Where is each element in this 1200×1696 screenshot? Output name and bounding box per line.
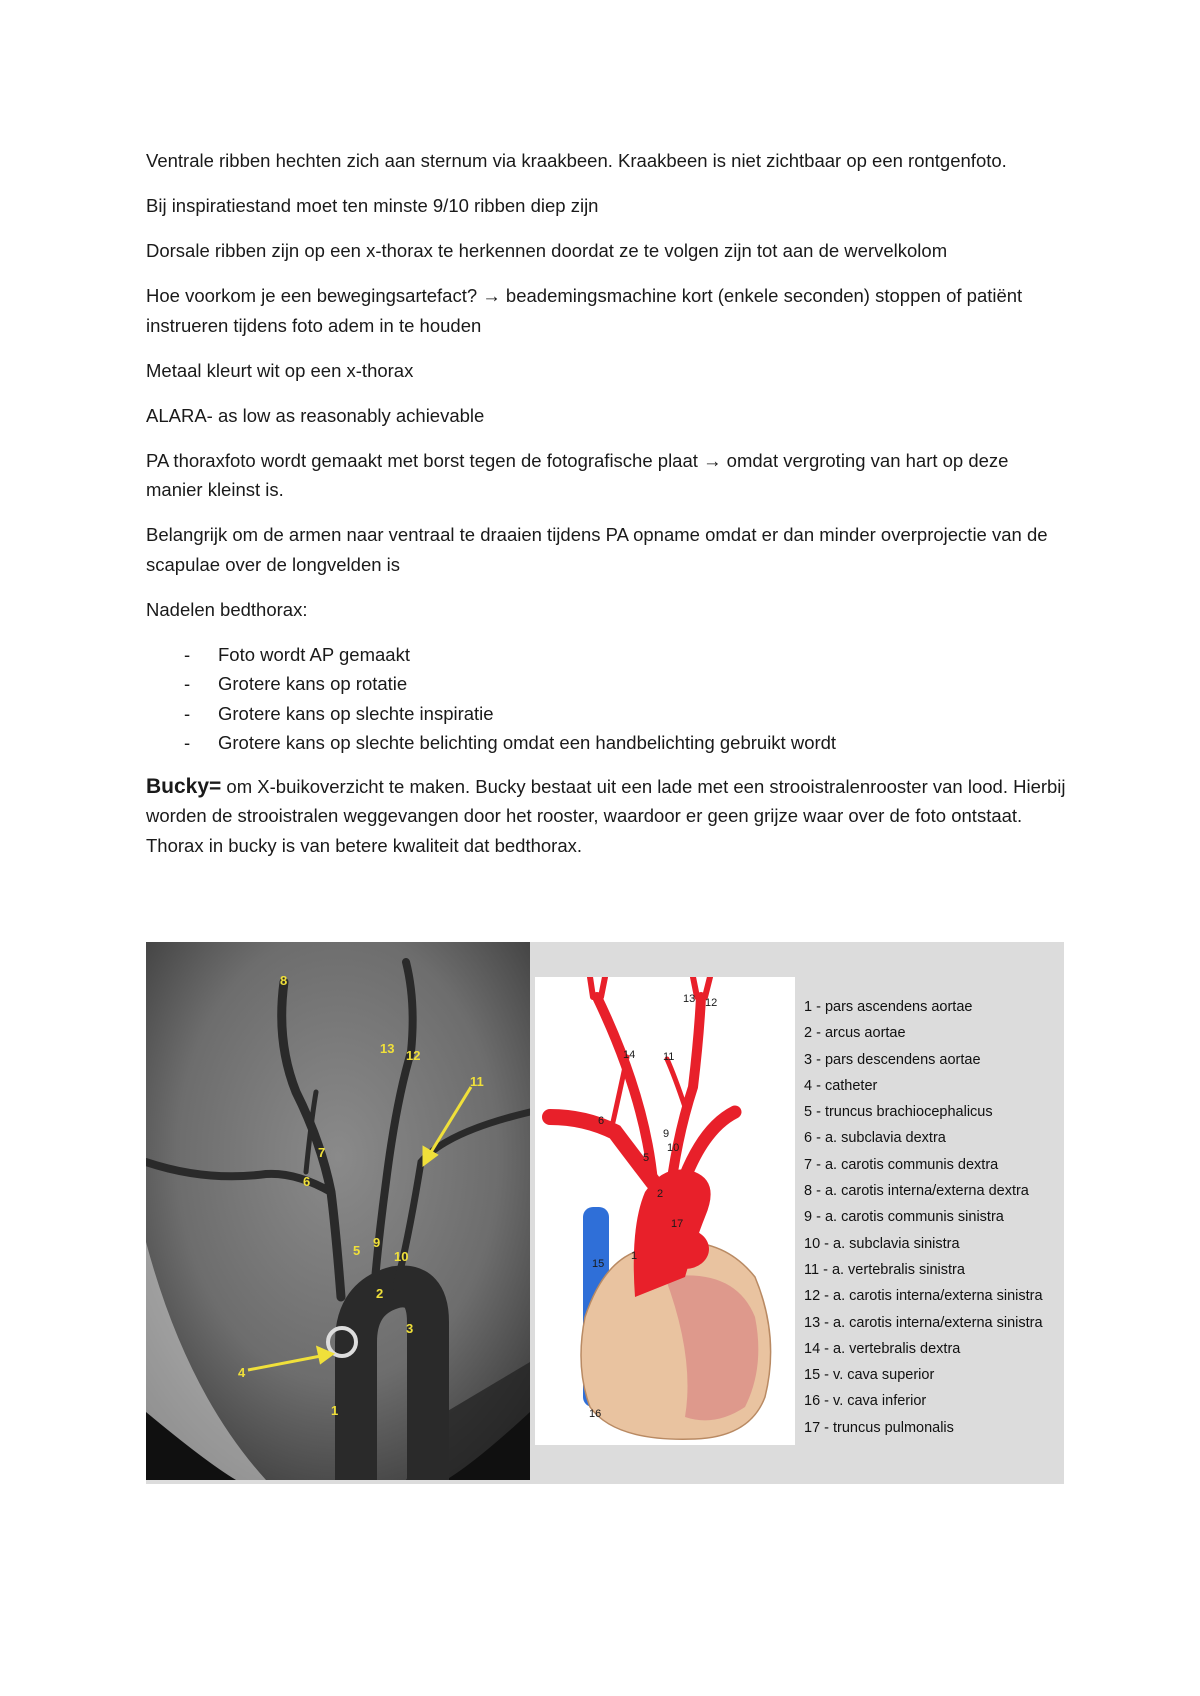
paragraph-text: Hoe voorkom je een bewegingsartefact? (146, 285, 483, 306)
figure-number-label: 11 (663, 1051, 675, 1063)
bucky-section (146, 772, 1066, 861)
paragraph-pa-thoraxfoto (146, 446, 1066, 505)
legend-item: 11 - a. vertebralis sinistra (804, 1261, 965, 1278)
paragraph-text: Ventrale ribben hechten zich aan sternum via kraakbeen. Kraakbeen is niet zichtbaar op een rontgenfoto. (146, 150, 1007, 171)
paragraph-text: ALARA- as low as reasonably achievable (146, 404, 485, 426)
bucky-paragraph (146, 772, 1066, 831)
paragraph-metaal (146, 356, 1066, 386)
list-item-text: Grotere kans op slechte belichting omdat een handbelichting gebruikt wordt (218, 732, 837, 753)
bullet-list-nadelen (146, 640, 1066, 758)
list-item (146, 640, 1066, 670)
figure-number-label: 10 (667, 1142, 680, 1154)
figure-number-label: 12 (406, 1048, 421, 1063)
figure-number-label: 14 (623, 1049, 636, 1061)
figure-number-label: 4 (238, 1365, 246, 1380)
figure-legend (804, 994, 1043, 1441)
list-item-text: Grotere kans op slechte inspiratie (218, 702, 494, 724)
bullet-dash: - (184, 732, 191, 753)
bullet-dash: - (184, 702, 191, 724)
legend-item: 2 - arcus aortae (804, 1025, 906, 1042)
figure-number-label: 1 (631, 1250, 638, 1262)
figure-number-label: 1 (331, 1403, 339, 1418)
legend-item: 6 - a. subclavia dextra (804, 1130, 946, 1147)
list-item-text: Foto wordt AP gemaakt (218, 643, 410, 665)
paragraph-text: Belangrijk om de armen naar ventraal te draaien tijdens PA opname omdat er dan minder overprojectie van de scapulae over de longvelden is (146, 524, 1048, 575)
legend-item: 8 - a. carotis interna/externa dextra (804, 1183, 1029, 1200)
figure-number-label: 6 (598, 1115, 605, 1127)
figure-number-label: 17 (671, 1218, 684, 1230)
figure-number-label: 6 (303, 1174, 311, 1189)
paragraph-nadelen-bedthorax (146, 595, 1066, 625)
document-body (146, 146, 1066, 860)
bucky-term: Bucky= (146, 774, 222, 798)
figure-number-label: 13 (683, 993, 696, 1005)
figure-number-label: 8 (280, 973, 288, 988)
paragraph-text: PA thoraxfoto wordt gemaakt met borst tegen de fotografische plaat (146, 449, 704, 471)
legend-item: 16 - v. cava inferior (804, 1393, 927, 1410)
figure-number-label: 3 (406, 1321, 414, 1336)
bucky-line-2 (146, 831, 1066, 861)
arrow-right-icon: → (703, 449, 722, 471)
legend-item: 5 - truncus brachiocephalicus (804, 1104, 993, 1121)
paragraph-inspiratiestand (146, 191, 1066, 221)
figure-number-label: 15 (592, 1258, 605, 1270)
paragraph-text: Metaal kleurt wit op een x-thorax (146, 359, 414, 381)
legend-item: 17 - truncus pulmonalis (804, 1419, 954, 1436)
legend-item: 12 - a. carotis interna/externa sinistra (804, 1288, 1043, 1305)
arrow-right-icon: → (482, 285, 501, 306)
paragraph-alara (146, 401, 1066, 431)
bullet-dash: - (184, 673, 191, 694)
list-item (146, 699, 1066, 729)
figure-number-label: 2 (657, 1188, 664, 1200)
figure-number-label: 16 (589, 1408, 602, 1420)
figure-number-label: 7 (318, 1145, 326, 1160)
angiography-drawing (146, 942, 530, 1480)
paragraph-ventrale-ribben (146, 146, 1066, 176)
legend-item: 10 - a. subclavia sinistra (804, 1235, 960, 1252)
angiography-image (146, 942, 530, 1480)
heart-illustration (535, 977, 795, 1445)
paragraph-bewegingsartefact (146, 281, 1066, 340)
paragraph-text: Dorsale ribben zijn op een x-thorax te herkennen doordat ze te volgen zijn tot aan de wervelkolom (146, 240, 948, 261)
paragraph-text: Nadelen bedthorax: (146, 598, 308, 620)
figure-number-label: 11 (470, 1074, 484, 1089)
legend-item: 13 - a. carotis interna/externa sinistra (804, 1314, 1043, 1331)
figure-number-label: 9 (373, 1235, 381, 1250)
paragraph-text: Bij inspiratiestand moet ten minste 9/10 ribben diep zijn (146, 195, 599, 216)
paragraph-armen-ventraal (146, 520, 1066, 579)
heart-drawing (535, 977, 795, 1445)
figure-number-label: 9 (663, 1128, 670, 1140)
legend-item: 14 - a. vertebralis dextra (804, 1340, 961, 1357)
figure-number-label: 5 (643, 1152, 650, 1164)
legend-item: 1 - pars ascendens aortae (804, 999, 973, 1015)
list-item (146, 728, 1066, 758)
legend-item: 15 - v. cava superior (804, 1367, 935, 1384)
list-item (146, 669, 1066, 699)
paragraph-text: om X-buikoverzicht te maken. Bucky bestaat uit een lade met een strooistralenrooster van lood. Hierbij worden de strooistralen weggevangen door het rooster, waardoor er geen grijze waar over de foto ontstaat. (146, 775, 1066, 826)
legend-item: 9 - a. carotis communis sinistra (804, 1209, 1004, 1226)
anatomy-figure (146, 942, 1064, 1484)
paragraph-dorsale-ribben (146, 236, 1066, 266)
paragraph-text: Thorax in bucky is van betere kwaliteit dat bedthorax. (146, 834, 583, 856)
paragraph-text: beademingsmachine kort (enkele seconden) stoppen of patiënt instrueren tijdens foto adem in te houden (146, 285, 1023, 336)
figure-number-label: 10 (394, 1249, 409, 1264)
figure-number-label: 5 (353, 1243, 361, 1258)
figure-number-label: 2 (376, 1286, 384, 1301)
legend-item: 7 - a. carotis communis dextra (804, 1156, 999, 1173)
figure-number-label: 13 (380, 1041, 395, 1056)
bullet-dash: - (184, 643, 191, 665)
list-item-text: Grotere kans op rotatie (218, 673, 408, 694)
legend-item: 3 - pars descendens aortae (804, 1051, 981, 1068)
paragraph-text: omdat vergroting van hart op deze manier kleinst is. (146, 449, 1009, 500)
legend-item: 4 - catheter (804, 1077, 878, 1094)
figure-number-label: 12 (705, 997, 718, 1009)
